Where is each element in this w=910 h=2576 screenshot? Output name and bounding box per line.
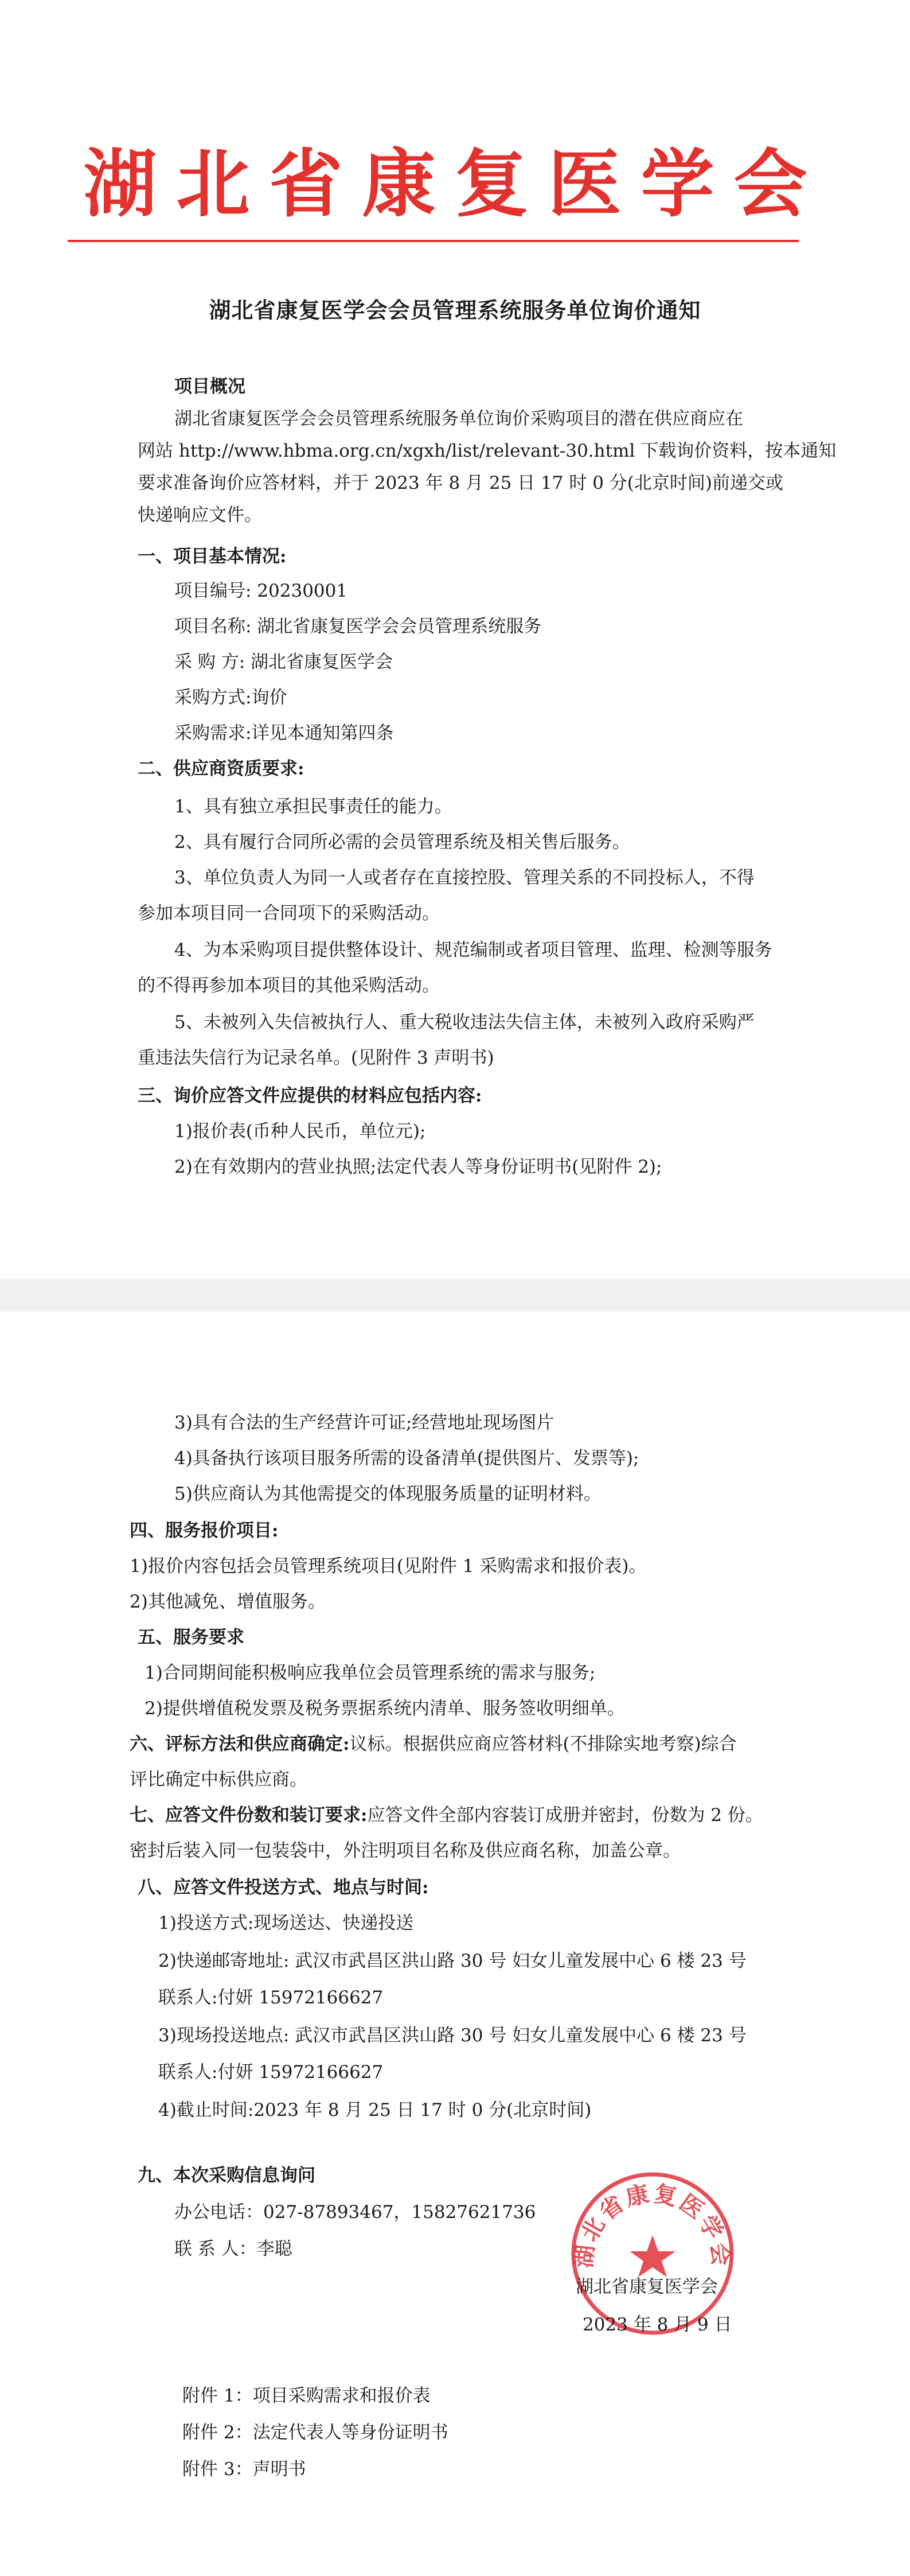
- section2-req-5: 5、未被列入失信被执行人、重大税收违法失信主体，未被列入政府采购严: [174, 1012, 755, 1033]
- attachment-item: 附件 2：法定代表人等身份证明书: [182, 2422, 448, 2443]
- letterhead-rule: [68, 240, 799, 242]
- section6-text-cont: 评比确定中标供应商。: [130, 1769, 307, 1790]
- section5-item-2: 2)提供增值税发票及税务票据系统内清单、服务签收明细单。: [144, 1698, 625, 1719]
- svg-text:湖北省康复医学会: 湖北省康复医学会: [570, 2180, 735, 2270]
- document-page-1: [0, 0, 910, 1279]
- section8-item-4: 4)截止时间:2023 年 8 月 25 日 17 时 0 分(北京时间): [158, 2100, 592, 2120]
- section8-item-2-contact: 联系人:付妍 15972166627: [158, 1987, 384, 2008]
- overview-line-1: 湖北省康复医学会会员管理系统服务单位询价采购项目的潜在供应商应在: [174, 408, 743, 429]
- attachment-item: 附件 3：声明书: [182, 2459, 306, 2480]
- section3-item-5: 5)供应商认为其他需提交的体现服务质量的证明材料。: [174, 1484, 602, 1504]
- org-letterhead: 湖北省康复医学会: [83, 141, 827, 227]
- section1-item: 项目编号: 20230001: [174, 581, 348, 601]
- attachment-item: 附件 1：项目采购需求和报价表: [182, 2386, 431, 2406]
- inquiry-contact: 联 系 人：李聪: [174, 2239, 292, 2259]
- section1-item: 采购方式:询价: [174, 687, 287, 708]
- section2-req-5-cont: 重违法失信行为记录名单。(见附件 3 声明书): [138, 1048, 494, 1068]
- section3-item-1: 1)报价表(币种人民币，单位元);: [174, 1121, 426, 1142]
- section6-heading: 六、评标方法和供应商确定:: [130, 1734, 350, 1754]
- section8-item-3: 3)现场投送地点: 武汉市武昌区洪山路 30 号 妇女儿童发展中心 6 楼 23 号: [158, 2025, 747, 2046]
- section6-para: [130, 1731, 737, 1757]
- section2-req-3-cont: 参加本项目同一合同项下的采购活动。: [138, 903, 440, 924]
- section1-item: 项目名称: 湖北省康复医学会会员管理系统服务: [174, 616, 542, 637]
- section5-item-1: 1)合同期间能积极响应我单位会员管理系统的需求与服务;: [144, 1663, 596, 1683]
- overview-line-3: 要求准备询价应答材料，并于 2023 年 8 月 25 日 17 时 0 分(北京时间)前递交或: [138, 473, 783, 493]
- section3-item-4: 4)具备执行该项目服务所需的设备清单(提供图片、发票等);: [174, 1448, 639, 1469]
- overview-line-2: 网站 http://www.hbma.org.cn/xgxh/list/relevant-30.html 下载询价资料，按本通知: [138, 441, 837, 461]
- signature-date: 2023 年 8 月 9 日: [583, 2314, 732, 2335]
- section3-item-3: 3)具有合法的生产经营许可证;经营地址现场图片: [174, 1412, 554, 1433]
- page-gap: [0, 1279, 910, 1312]
- section4-item-1: 1)报价内容包括会员管理系统项目(见附件 1 采购需求和报价表)。: [130, 1556, 647, 1577]
- section1-item: 采 购 方: 湖北省康复医学会: [174, 652, 393, 672]
- section7-heading: 七、应答文件份数和装订要求:: [130, 1805, 368, 1826]
- section4-heading: 四、服务报价项目:: [130, 1520, 279, 1541]
- section2-req-4: 4、为本采购项目提供整体设计、规范编制或者项目管理、监理、检测等服务: [174, 940, 772, 960]
- section8-item-3-contact: 联系人:付妍 15972166627: [158, 2062, 384, 2083]
- overview-heading: 项目概况: [174, 376, 245, 397]
- section2-req-1: 1、具有独立承担民事责任的能力。: [174, 796, 452, 817]
- section3-item-2: 2)在有效期内的营业执照;法定代表人等身份证明书(见附件 2);: [174, 1157, 662, 1177]
- section8-item-2: 2)快递邮寄地址: 武汉市武昌区洪山路 30 号 妇女儿童发展中心 6 楼 23 号: [158, 1951, 747, 1971]
- overview-line-4: 快递响应文件。: [138, 505, 262, 526]
- section7-para: [130, 1803, 763, 1828]
- section1-item: 采购需求:详见本通知第四条: [174, 723, 394, 744]
- section8-item-1: 1)投送方式:现场送达、快递投送: [158, 1913, 414, 1933]
- section6-text: 议标。根据供应商应答材料(不排除实地考察)综合: [349, 1734, 737, 1754]
- section7-text: 应答文件全部内容装订成册并密封，份数为 2 份。: [367, 1805, 763, 1826]
- section9-heading: 九、本次采购信息询问: [138, 2165, 315, 2186]
- section2-req-2: 2、具有履行合同所必需的会员管理系统及相关售后服务。: [174, 832, 630, 853]
- section2-heading: 二、供应商资质要求:: [138, 758, 304, 779]
- section3-heading: 三、询价应答文件应提供的材料应包括内容:: [138, 1085, 482, 1106]
- section5-heading: 五、服务要求: [138, 1627, 244, 1648]
- section1-heading: 一、项目基本情况:: [138, 546, 287, 567]
- section2-req-4-cont: 的不得再参加本项目的其他采购活动。: [138, 975, 440, 996]
- section4-item-2: 2)其他减免、增值服务。: [130, 1591, 326, 1612]
- section2-req-3: 3、单位负责人为同一人或者存在直接控股、管理关系的不同投标人，不得: [174, 867, 755, 888]
- document-title: 湖北省康复医学会会员管理系统服务单位询价通知: [209, 297, 701, 323]
- section8-heading: 八、应答文件投送方式、地点与时间:: [138, 1877, 429, 1898]
- signature-org: 湖北省康复医学会: [576, 2277, 718, 2297]
- section7-text-cont: 密封后装入同一包装袋中，外注明项目名称及供应商名称，加盖公章。: [130, 1840, 681, 1861]
- inquiry-phone: 办公电话：027-87893467，15827621736: [174, 2202, 536, 2223]
